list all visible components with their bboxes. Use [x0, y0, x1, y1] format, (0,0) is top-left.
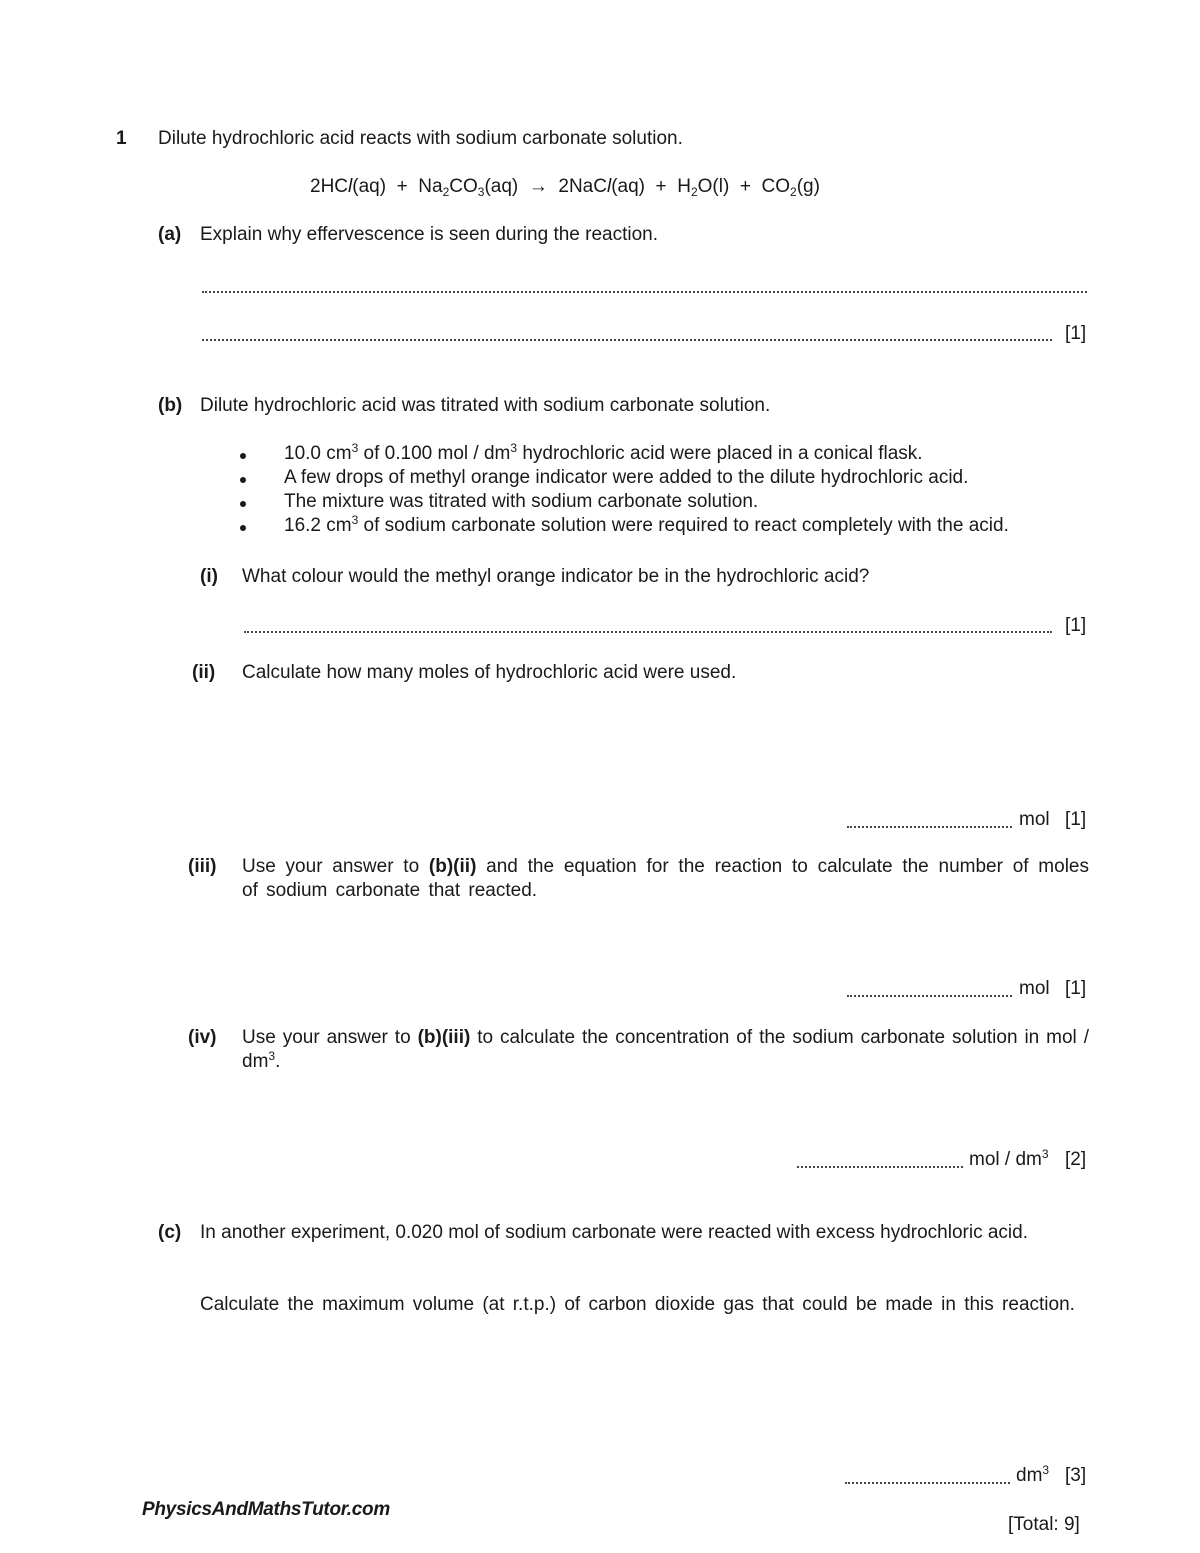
part-b-iv-unit: mol / $dm^3$ [969, 1147, 1049, 1170]
answer-line-b-iv[interactable] [797, 1166, 963, 1168]
bullet-item: The mixture was titrated with sodium carbonate solution. [284, 491, 759, 512]
watermark-logo: PhysicsAndMathsTutor.com [142, 1499, 390, 1520]
part-c-label: (c) [158, 1222, 182, 1243]
part-b-iii-question: Use your answer to (b)(ii) and the equation for the reaction to calculate the number of moles of sodium carbonate that reacted. [242, 856, 1089, 901]
part-b-iv-label: (iv) [188, 1027, 217, 1048]
part-b-i-marks: [1] [1065, 615, 1087, 636]
part-b-i-label: (i) [200, 566, 218, 587]
part-c-marks: [3] [1065, 1465, 1087, 1486]
part-b-ii-question: Calculate how many moles of hydrochloric acid were used. [242, 662, 737, 683]
chemical-equation: $2HCl(aq) + Na_2CO_3(aq)$ → 2NaCl(aq) + $H_2O(l) + CO_2(g)$ [310, 176, 820, 199]
part-b-ii-unit: mol [1019, 809, 1050, 830]
part-b-iv-question: Use your answer to (b)(iii) to calculate the concentration of the sodium carbonate solution in mol / $dm^3$. [242, 1027, 1089, 1072]
part-c-text-1: In another experiment, 0.020 mol of sodium carbonate were reacted with excess hydrochloric acid. [200, 1222, 1028, 1243]
part-b-ii-marks: [1] [1065, 809, 1087, 830]
part-a-question: Explain why effervescence is seen during the reaction. [200, 224, 659, 245]
bullet-item: 10.0 $cm^3$ of 0.100 mol / $dm^3$ hydrochloric acid were placed in a conical flask. [284, 441, 923, 464]
answer-line-b-ii[interactable] [847, 826, 1012, 828]
question-intro: Dilute hydrochloric acid reacts with sodium carbonate solution. [158, 128, 683, 149]
part-c-unit: $dm^3$ [1016, 1463, 1050, 1486]
part-b-ii-label: (ii) [192, 662, 216, 683]
bullet-dot [240, 525, 246, 531]
part-a-label: (a) [158, 224, 182, 245]
answer-line-b-iii[interactable] [847, 995, 1012, 997]
part-b-label: (b) [158, 395, 183, 416]
answer-line-a-2[interactable] [202, 339, 1052, 341]
bullet-dot [240, 501, 246, 507]
part-a-marks: [1] [1065, 323, 1087, 344]
part-b-question: Dilute hydrochloric acid was titrated with sodium carbonate solution. [200, 395, 771, 416]
bullet-item: 16.2 $cm^3$ of sodium carbonate solution were required to react completely with the acid. [284, 513, 1009, 536]
bullet-item: A few drops of methyl orange indicator were added to the dilute hydrochloric acid. [284, 467, 969, 488]
part-b-i-question: What colour would the methyl orange indicator be in the hydrochloric acid? [242, 566, 870, 587]
total-marks: [Total: 9] [1008, 1514, 1080, 1535]
question-number: 1 [116, 128, 127, 149]
answer-line-b-i[interactable] [244, 631, 1052, 633]
bullet-dot [240, 453, 246, 459]
part-c-text-2: Calculate the maximum volume (at r.t.p.) of carbon dioxide gas that could be made in this reaction. [200, 1294, 1075, 1315]
answer-line-a-1[interactable] [202, 291, 1087, 293]
bullet-dot [240, 477, 246, 483]
part-b-iv-marks: [2] [1065, 1149, 1087, 1170]
part-b-iii-label: (iii) [188, 856, 217, 877]
part-b-iii-unit: mol [1019, 978, 1050, 999]
answer-line-c[interactable] [845, 1482, 1010, 1484]
part-b-iii-marks: [1] [1065, 978, 1087, 999]
